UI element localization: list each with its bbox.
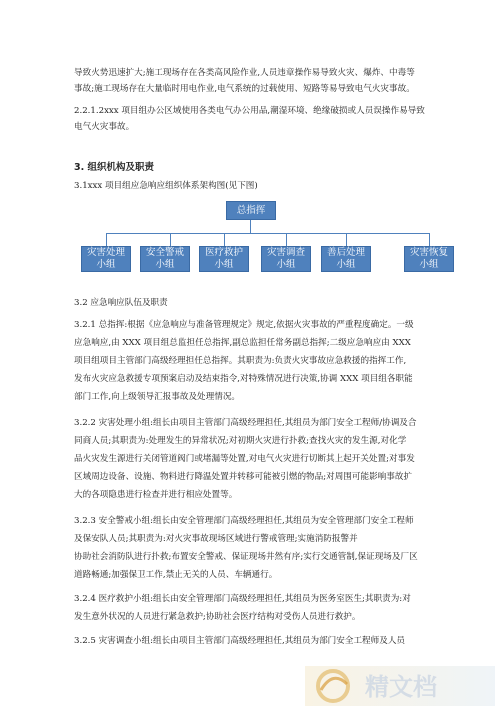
text-line: 部门工作,向上级领导汇报事故及处理情况。 [74, 392, 241, 402]
text-line: 大的各项隐患进行检查并进行相应处置等。 [74, 490, 238, 500]
text-line: 3.2.3 安全警戒小组:组长由安全管理部门高级经理担任,其组员为安全管理部门安全工程师 [74, 516, 414, 526]
text-line: 2.2.1.2xxx 项目组办公区域使用各类电气办公用品,潮湿环境、绝缘破损或人员误操作易导致 [74, 106, 425, 116]
text-line: 3.2.4 医疗救护小组:组长由安全管理部门高级经理担任,其组员为医务室医生;其职责为:对 [74, 594, 411, 604]
connector-line [286, 233, 287, 246]
org-child-box: 善后处理 小组 [321, 246, 371, 272]
watermark-text: 精文档 [365, 673, 437, 701]
text-line: 项目组项目主管部门高级经理担任总指挥。其职责为:负责火灾事故应急救援的指挥工作, [74, 356, 407, 366]
text-line: 发生意外状况的人员进行紧急救护;协助社会医疗结构对受伤人员进行救护。 [74, 612, 361, 622]
org-child-box: 安全警戒 小组 [140, 246, 190, 272]
text-line: 3.2.1 总指挥:根据《应急响应与准备管理规定》规定,依据火灾事故的严重程度确定。一级 [74, 320, 414, 330]
text-line: 协助社会消防队进行扑救;布置安全警戒、保证现场井然有序;实行交通管制,保证现场及厂区 [74, 552, 418, 562]
connector-line [224, 233, 225, 246]
connector-line [429, 233, 430, 246]
text-line: 3.2.5 灾害调查小组:组长由项目主管部门高级经理担任,其组员为部门安全工程师及人员 [74, 636, 406, 646]
text-line: 及保安队人员;其职责为:对火灾事故现场区域进行警戒管理;实施消防报警并 [74, 534, 358, 544]
connector-line [346, 233, 347, 246]
text-line: 3.2 应急响应队伍及职责 [74, 298, 168, 308]
text-line: 导致火势迅速扩大;施工现场存在各类高风险作业,人员违章操作易导致火灾、爆炸、中毒等 [74, 68, 415, 78]
text-line: 发布火灾应急救援专项预案启动及结束指令,对特殊情况进行决策,协调 XXX 项目组各职能 [74, 374, 413, 384]
connector-line [106, 233, 429, 234]
watermark-logo [305, 666, 495, 706]
org-child-box: 灾害处理 小组 [81, 246, 131, 272]
connector-line [250, 220, 251, 233]
text-line: 事故;施工现场存在大量临时用电作业,电气系统的过载使用、短路等易导致电气火灾事故。 [74, 84, 415, 94]
text-line: 同商人员;其职责为:处理发生的异常状况;对初期火灾进行扑救;查找火灾的发生源,对化学 [74, 436, 407, 446]
connector-line [170, 233, 171, 246]
org-root-box: 总指挥 [226, 201, 276, 220]
org-child-box: 医疗救护 小组 [199, 246, 249, 272]
text-line: 3.1xxx 项目组应急响应组织体系架构图(见下图) [74, 181, 258, 191]
connector-line [106, 233, 107, 246]
org-child-box: 灾害恢复 小组 [404, 246, 454, 272]
text-line: 3.2.2 灾害处理小组:组长由项目主管部门高级经理担任,其组员为部门安全工程师/协调及合 [74, 418, 417, 428]
text-line: 品火灾发生源进行关闭管道阀门或堵漏等处置,对电气火灾进行切断其上起开关处置;对事发 [74, 454, 415, 464]
text-line: 电气火灾事故。 [74, 122, 135, 132]
section-heading: 3. 组织机构及职责 [74, 162, 155, 173]
org-child-box: 灾害调查 小组 [261, 246, 311, 272]
text-line: 应急响应,由 XXX 项目组总监担任总指挥,副总监担任常务副总指挥;二级应急响应由 XXX [74, 338, 411, 348]
text-line: 区域周边设备、设施、物料进行降温处置并转移可能被引燃的物品;对周围可能影响事故扩 [74, 472, 413, 482]
text-line: 道路畅通;加强保卫工作,禁止无关的人员、车辆通行。 [74, 570, 278, 580]
